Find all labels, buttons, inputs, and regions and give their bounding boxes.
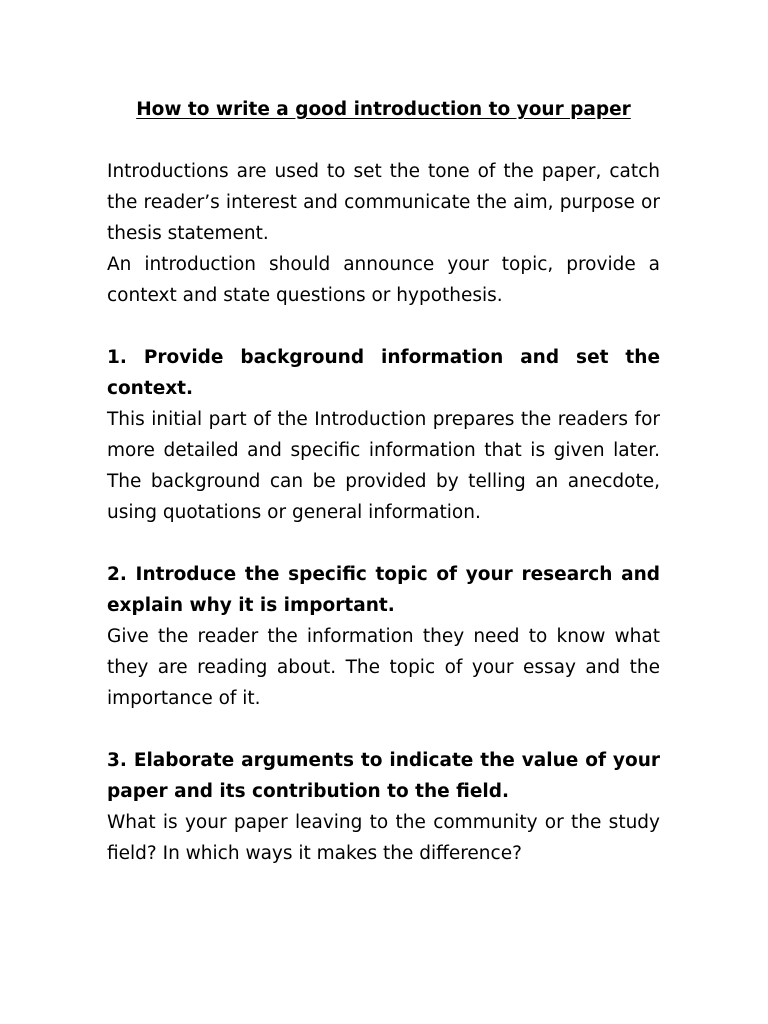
section-heading-2: 2. Introduce the specific topic of your research and explain why it is important. [107,564,660,616]
section-body-3: What is your paper leaving to the community or the study field? In which ways it makes the difference? [107,812,660,864]
document-page [107,94,660,869]
spacer [107,311,660,342]
intro-paragraph-1: Introductions are used to set the tone of the paper, catch the reader’s interest and communicate the aim, purpose or thesis statement. [107,161,660,244]
intro-paragraph-2: An introduction should announce your topic, provide a context and state questions or hypothesis. [107,254,660,306]
section-body-2: Give the reader the information they need to know what they are reading about. The topic of your essay and the importance of it. [107,626,660,709]
section-heading-1: 1. Provide background information and set the context. [107,347,660,399]
spacer [107,714,660,745]
section-body-1: This initial part of the Introduction prepares the readers for more detailed and specific information that is given later. The background can be provided by telling an anecdote, using quotations or general information. [107,409,660,523]
spacer [107,528,660,559]
document-title: How to write a good introduction to your paper [136,99,631,120]
section-heading-3: 3. Elaborate arguments to indicate the value of your paper and its contribution to the field. [107,750,660,802]
